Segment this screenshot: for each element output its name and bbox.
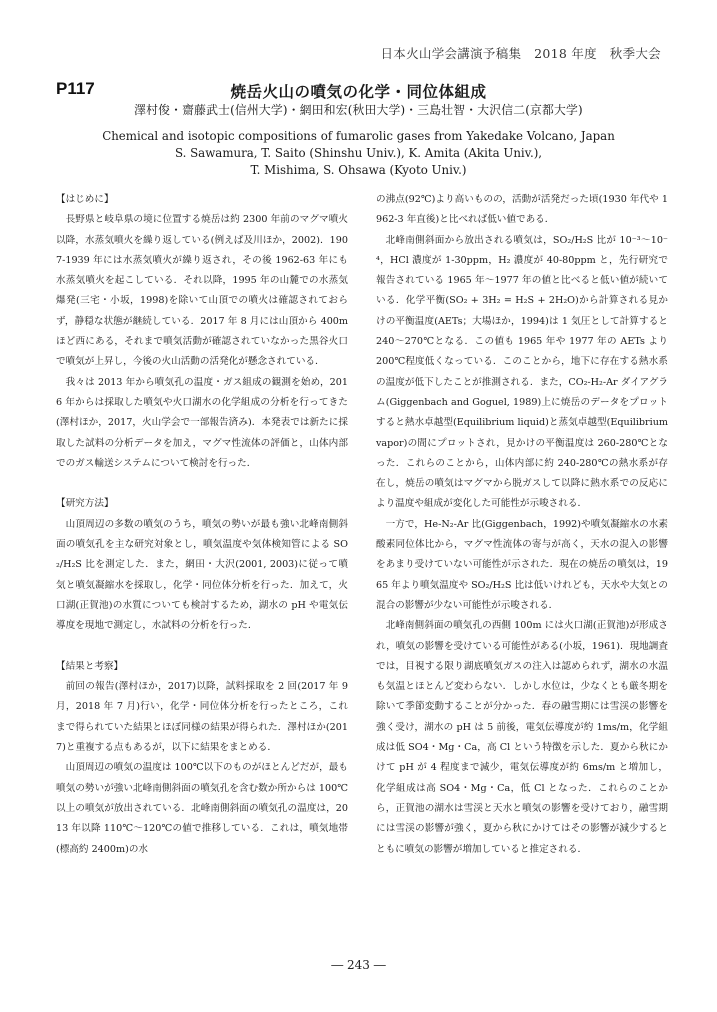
- right-paragraph-2: 北峰南側斜面から放出される噴気は，SO₂/H₂S 比が 10⁻³～10⁻⁴，HCl 濃度が 1-30ppm，H₂ 濃度が 40-80ppm と，先行研究で報告されている 1965 年～1977 年の値と比べると低い値が続いている．化学平衡(SO₂ + 3H₂ = H₂S + 2H₂O)から計算される見かけの平衡温度(AETs；大場ほか，1994)は 1 気圧として計算すると 240～270℃となる．この値も 1965 年や 1977 年の AETs より 200℃程度低くなっている．このことから，地下に存在する熱水系の温度が低下したことが推測される．また，CO₂-H₂-Ar ダイアグラム(Giggenbach and Goguel, 1989)上に焼岳のデータをプロットすると熱水卓越型(Equilibrium liquid)と蒸気卓越型(Equilibrium vapor)の間にプロットされ，見かけの平衡温度は 260-280℃となった．これらのことから，山体内部に約 240-280℃の熱水系が存在し，焼岳の噴気はマグマから脱ガスして以降に熱水系での反応により温度や組成が変化した可能性が示唆される．: [376, 234, 668, 510]
- left-column: [56, 190, 348, 860]
- section-spacer: [56, 637, 348, 657]
- intro-heading: 【はじめに】: [56, 194, 114, 205]
- abstract-id: P117: [56, 79, 95, 98]
- intro-paragraph-2: 我々は 2013 年から噴気孔の温度・ガス組成の観測を始め，2016 年からは採取した噴気や火口湖水の化学組成の分析を行ってきた(澤村ほか，2017，火山学会で一部報告済み)．本発表では新たに採取した試料の分析データを加え，マグマ性流体の評価と，山体内部でのガス輸送システムについて検討を行った．: [56, 376, 348, 469]
- results-paragraph-2: 山頂周辺の噴気の温度は 100℃以下のものがほとんどだが，最も噴気の勢いが強い北峰南側斜面の噴気孔を含む数か所からは 100℃以上の噴気が放出されている．北峰南側斜面の噴気孔の温度は，2013 年以降 110℃～120℃の値で推移している．これは，噴気地帯(標高約 2400m)の水: [56, 762, 348, 855]
- authors-english-line-1: S. Sawamura, T. Saito (Shinshu Univ.), K. Amita (Akita Univ.),: [174, 146, 543, 160]
- conference-header: 日本火山学会講演予稿集 2018 年度 秋季大会: [380, 46, 661, 61]
- intro-paragraph-1: 長野県と岐阜県の境に位置する焼岳は約 2300 年前のマグマ噴火以降，水蒸気噴火を繰り返している(例えば及川ほか，2002)．1907-1939 年には水蒸気噴火が繰り返され，その後 1962-63 年にも水蒸気噴火を起こしている．それ以降，1995 年の山麓での水蒸気爆発(三宅・小坂，1998)を除いて山頂での噴火は確認されておらず，静穏な状態が継続している．2017 年 8 月には山頂から 400m ほど西にある，それまで噴気活動が確認されていなかった黒谷火口で噴気が上昇し，今後の火山活動の活発化が懸念されている．: [56, 214, 348, 368]
- right-column: [376, 190, 668, 860]
- authors-japanese: 澤村俊・齋藤武士(信州大学)・網田和宏(秋田大学)・三島壮智・大沢信二(京都大学): [134, 103, 583, 117]
- right-paragraph-1: の沸点(92℃)より高いものの，活動が活発だった頃(1930 年代や 1962-3 年直後)と比べれば低い値である．: [376, 194, 668, 226]
- page-number: ― 243 ―: [331, 958, 386, 972]
- methods-paragraph: 山頂周辺の多数の噴気のうち，噴気の勢いが最も強い北峰南側斜面の噴気孔を主な研究対象とし，噴気温度や気体検知管による SO₂/H₂S 比を測定した．また，網田・大沢(2001, 2003)に従って噴気と噴気凝縮水を採取し，化学・同位体分析を行った．加えて，火口湖(正賀池)の水質についても検討するため，湖水の pH や電気伝導度を現地で測定し，水試料の分析を行った．: [56, 518, 348, 632]
- right-paragraph-3: 一方で，He-N₂-Ar 比(Giggenbach，1992)や噴気凝縮水の水素酸素同位体比から，マグマ性流体の寄与が高く，天水の混入の影響をあまり受けていない可能性が示された．現在の焼岳の噴気は，1965 年より噴気温度や SO₂/H₂S 比は低いけれども，天水や大気との混合の影響が少ない可能性が示唆される．: [376, 518, 668, 611]
- title-japanese: 焼岳火山の噴気の化学・同位体組成: [230, 82, 487, 101]
- right-paragraph-4: 北峰南側斜面の噴気孔の西側 100m には火口湖(正賀池)が形成され，噴気の影響を受けている可能性がある(小坂，1961)．現地調査では，目視する限り湖底噴気ガスの注入は認められず，湖水の水温も気温とほとんど変わらない．しかし水位は，少なくとも厳冬期を除いて季節変動することが分かった．春の融雪期には雪渓の影響を強く受け，湖水の pH は 5 前後，電気伝導度が約 1ms/m，化学組成は低 SO4・Mg・Ca，高 Cl という特徴を示した．夏から秋にかけて pH が 4 程度まで減少，電気伝導度が約 6ms/m と増加し，化学組成は高 SO4・Mg・Ca，低 Cl となった．これらのことから，正賀池の湖水は雪渓と天水と噴気の影響を受けており，融雪期には雪渓の影響が強く，夏から秋にかけてはその影響が減少するとともに噴気の影響が増加していると推定される．: [376, 620, 668, 855]
- authors-english-line-2: T. Mishima, S. Ohsawa (Kyoto Univ.): [250, 163, 467, 177]
- title-english-block: [0, 128, 717, 179]
- results-paragraph-1: 前回の報告(澤村ほか，2017)以降，試料採取を 2 回(2017 年 9 月，2018 年 7 月)行い，化学・同位体分析を行ったところ，これまで得られていた結果とほぼ同様の結果が得られた．澤村ほか(2017)と重複する点もあるが，以下に結果をまとめる．: [56, 681, 348, 754]
- title-english: Chemical and isotopic compositions of fumarolic gases from Yakedake Volcano, Japan: [102, 129, 615, 143]
- methods-heading: 【研究方法】: [56, 498, 114, 510]
- section-spacer: [56, 474, 348, 494]
- results-heading: 【結果と考察】: [56, 660, 124, 672]
